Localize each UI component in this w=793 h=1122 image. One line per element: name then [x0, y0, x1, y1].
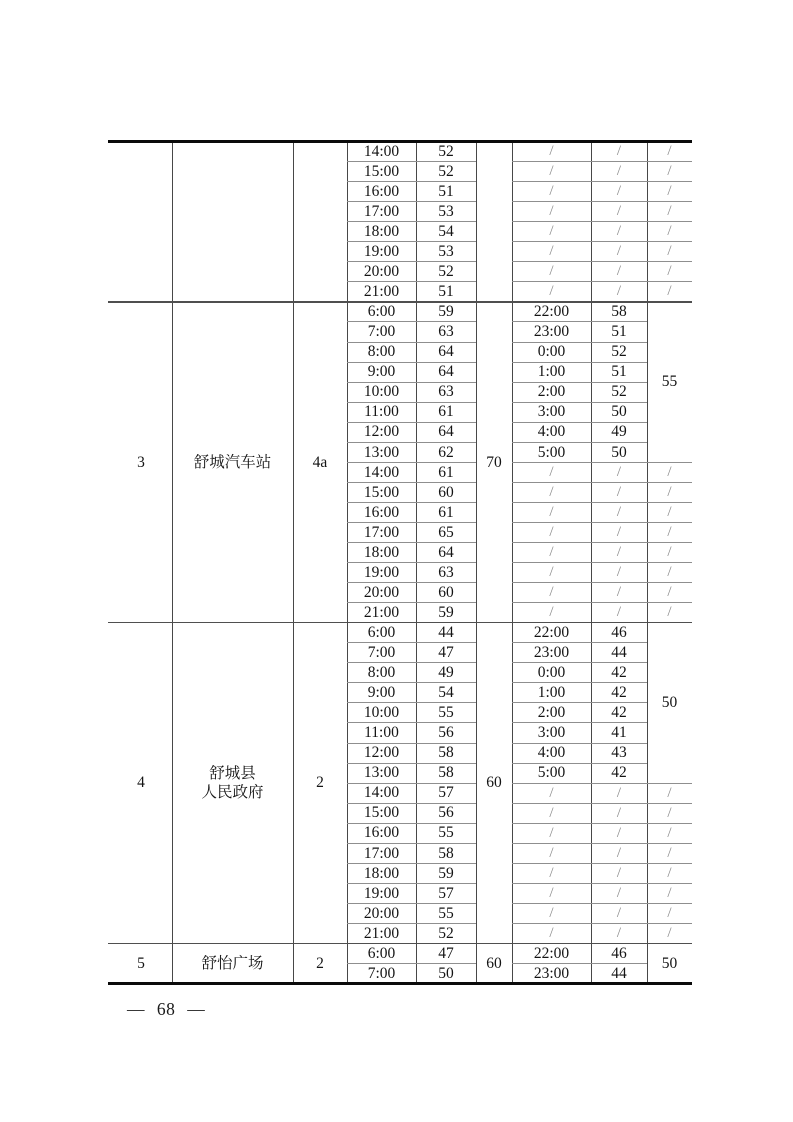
day-interval-cell: 64 [438, 363, 454, 381]
night-headway-slash-cell: / [667, 844, 672, 861]
day-interval-cell: 52 [438, 142, 454, 160]
station-name-cell [172, 623, 293, 944]
night-headway-slash-cell: / [667, 163, 672, 180]
night-time-slash-cell: / [549, 924, 554, 941]
night-headway-slash-cell: / [667, 784, 672, 801]
night-headway-slash-cell: / [667, 904, 672, 921]
night-headway-slash-cell: / [667, 463, 672, 480]
night-headway-slash-cell: / [667, 584, 672, 601]
day-interval-cell: 65 [438, 523, 454, 541]
day-interval-cell: 63 [438, 383, 454, 401]
day-interval-cell: 64 [438, 343, 454, 361]
day-headway-cell: 60 [486, 954, 502, 972]
day-time-cell: 6:00 [367, 944, 396, 962]
night-interval-slash-cell: / [616, 544, 622, 561]
night-interval-slash-cell: / [616, 584, 622, 601]
night-interval-slash-cell: / [616, 263, 622, 280]
day-time-cell: 9:00 [367, 684, 396, 702]
night-time-slash-cell: / [549, 584, 554, 601]
day-time-cell: 20:00 [363, 583, 400, 601]
night-interval-cell: 44 [611, 964, 627, 982]
page-number: — 68 — [127, 999, 206, 1019]
night-interval-cell: 43 [611, 744, 627, 762]
night-interval-slash-cell: / [616, 163, 622, 180]
night-headway-cell: 55 [661, 373, 678, 391]
night-time-slash-cell: / [549, 143, 554, 160]
day-interval-cell: 56 [438, 724, 454, 742]
night-interval-slash-cell: / [616, 824, 622, 841]
day-time-cell: 8:00 [367, 343, 396, 361]
night-interval-slash-cell: / [616, 463, 622, 480]
day-time-cell: 20:00 [363, 904, 400, 922]
night-interval-cell: 42 [611, 664, 627, 682]
day-time-cell: 11:00 [364, 403, 399, 421]
night-interval-slash-cell: / [616, 864, 622, 881]
night-interval-cell: 46 [611, 944, 627, 962]
night-time-slash-cell: / [549, 263, 554, 280]
night-headway-slash-cell: / [667, 223, 672, 240]
night-time-cell: 5:00 [537, 764, 566, 782]
station-name-line: 舒城县 [209, 765, 256, 783]
day-time-cell: 17:00 [363, 844, 400, 862]
night-interval-cell: 42 [611, 684, 627, 702]
night-interval-slash-cell: / [616, 183, 622, 200]
night-interval-slash-cell: / [616, 804, 622, 821]
night-time-slash-cell: / [549, 183, 554, 200]
night-interval-cell: 50 [611, 403, 627, 421]
night-interval-cell: 52 [611, 383, 627, 401]
day-interval-cell: 63 [438, 563, 454, 581]
day-time-cell: 21:00 [363, 603, 400, 621]
night-headway-slash-cell: / [667, 283, 672, 300]
day-interval-cell: 63 [438, 323, 454, 341]
night-time-cell: 23:00 [533, 323, 570, 341]
day-interval-cell: 54 [438, 222, 454, 240]
night-time-cell: 5:00 [537, 443, 566, 461]
night-time-slash-cell: / [549, 784, 554, 801]
day-time-cell: 15:00 [363, 804, 400, 822]
day-interval-cell: 64 [438, 423, 454, 441]
day-time-cell: 9:00 [367, 363, 396, 381]
night-headway-slash-cell: / [667, 263, 672, 280]
night-headway-slash-cell: / [667, 143, 672, 160]
day-time-cell: 8:00 [367, 664, 396, 682]
night-headway-slash-cell: / [667, 864, 672, 881]
day-time-cell: 20:00 [363, 263, 400, 281]
day-time-cell: 14:00 [363, 463, 400, 481]
day-time-cell: 14:00 [363, 784, 400, 802]
night-interval-slash-cell: / [616, 924, 622, 941]
day-time-cell: 19:00 [363, 884, 400, 902]
night-interval-slash-cell: / [616, 243, 622, 260]
day-time-cell: 18:00 [363, 222, 400, 240]
night-time-slash-cell: / [549, 544, 554, 561]
night-headway-slash-cell: / [667, 824, 672, 841]
night-interval-slash-cell: / [616, 844, 622, 861]
night-time-cell: 23:00 [533, 644, 570, 662]
day-interval-cell: 58 [438, 844, 454, 862]
night-headway-slash-cell: / [667, 503, 672, 520]
day-time-cell: 10:00 [363, 383, 400, 401]
night-time-slash-cell: / [549, 523, 554, 540]
night-time-cell: 2:00 [537, 704, 566, 722]
station-name-cell [172, 302, 293, 623]
day-interval-cell: 52 [438, 263, 454, 281]
night-headway-cell: 50 [661, 694, 678, 712]
day-time-cell: 17:00 [363, 523, 400, 541]
day-interval-cell: 44 [438, 623, 454, 641]
night-headway-slash-cell: / [667, 804, 672, 821]
line-number-cell: 2 [316, 774, 324, 792]
night-time-cell: 0:00 [537, 664, 566, 682]
day-interval-cell: 47 [438, 644, 454, 662]
night-time-slash-cell: / [549, 503, 554, 520]
night-interval-cell: 58 [611, 303, 627, 321]
night-interval-slash-cell: / [616, 203, 622, 220]
night-time-slash-cell: / [549, 564, 554, 581]
night-headway-slash-cell: / [667, 243, 672, 260]
day-interval-cell: 58 [438, 764, 454, 782]
night-interval-slash-cell: / [616, 483, 622, 500]
day-interval-cell: 61 [438, 503, 454, 521]
night-headway-slash-cell: / [667, 884, 672, 901]
day-interval-cell: 52 [438, 162, 454, 180]
night-headway-slash-cell: / [667, 203, 672, 220]
day-time-cell: 21:00 [363, 283, 400, 301]
station-name-line: 舒怡广场 [201, 955, 264, 973]
night-interval-slash-cell: / [616, 784, 622, 801]
line-number-cell: 4a [312, 453, 328, 471]
day-time-cell: 19:00 [363, 243, 400, 261]
day-time-cell: 16:00 [363, 503, 400, 521]
night-interval-slash-cell: / [616, 884, 622, 901]
night-time-cell: 4:00 [537, 744, 566, 762]
day-time-cell: 16:00 [363, 182, 400, 200]
day-time-cell: 13:00 [363, 764, 400, 782]
night-interval-slash-cell: / [616, 223, 622, 240]
night-time-slash-cell: / [549, 483, 554, 500]
row-index-cell: 3 [137, 453, 145, 471]
night-time-slash-cell: / [549, 844, 554, 861]
day-headway-cell: 70 [486, 453, 502, 471]
day-interval-cell: 50 [438, 964, 454, 982]
day-time-cell: 10:00 [363, 704, 400, 722]
night-interval-cell: 50 [611, 443, 627, 461]
night-time-slash-cell: / [549, 243, 554, 260]
night-headway-cell: 50 [661, 954, 678, 972]
day-time-cell: 7:00 [367, 964, 396, 982]
night-interval-cell: 51 [611, 363, 627, 381]
day-time-cell: 12:00 [363, 744, 400, 762]
day-time-cell: 15:00 [363, 483, 400, 501]
night-headway-slash-cell: / [667, 544, 672, 561]
day-interval-cell: 59 [438, 864, 454, 882]
day-interval-cell: 49 [438, 664, 454, 682]
day-interval-cell: 62 [438, 443, 454, 461]
night-time-slash-cell: / [549, 463, 554, 480]
day-interval-cell: 64 [438, 543, 454, 561]
day-interval-cell: 47 [438, 944, 454, 962]
night-headway-slash-cell: / [667, 924, 672, 941]
night-interval-cell: 41 [611, 724, 627, 742]
day-time-cell: 11:00 [364, 724, 399, 742]
day-time-cell: 7:00 [367, 644, 396, 662]
day-interval-cell: 54 [438, 684, 454, 702]
day-interval-cell: 57 [438, 784, 454, 802]
day-time-cell: 12:00 [363, 423, 400, 441]
night-time-slash-cell: / [549, 884, 554, 901]
day-interval-cell: 59 [438, 603, 454, 621]
night-interval-cell: 46 [611, 623, 627, 641]
night-time-slash-cell: / [549, 604, 554, 621]
night-interval-slash-cell: / [616, 523, 622, 540]
night-interval-slash-cell: / [616, 143, 622, 160]
night-interval-slash-cell: / [616, 503, 622, 520]
night-headway-slash-cell: / [667, 523, 672, 540]
day-interval-cell: 56 [438, 804, 454, 822]
night-time-slash-cell: / [549, 163, 554, 180]
day-interval-cell: 61 [438, 403, 454, 421]
day-interval-cell: 51 [438, 182, 454, 200]
night-interval-slash-cell: / [616, 904, 622, 921]
station-name-line: 舒城汽车站 [193, 453, 272, 471]
night-interval-cell: 42 [611, 704, 627, 722]
night-time-cell: 1:00 [537, 363, 566, 381]
day-time-cell: 17:00 [363, 202, 400, 220]
night-time-slash-cell: / [549, 824, 554, 841]
day-time-cell: 18:00 [363, 543, 400, 561]
night-time-slash-cell: / [549, 864, 554, 881]
day-time-cell: 6:00 [367, 623, 396, 641]
night-time-cell: 22:00 [533, 303, 570, 321]
day-time-cell: 14:00 [363, 142, 400, 160]
day-interval-cell: 55 [438, 824, 454, 842]
line-number-cell: 2 [316, 954, 324, 972]
night-interval-slash-cell: / [616, 283, 622, 300]
night-headway-slash-cell: / [667, 483, 672, 500]
day-interval-cell: 53 [438, 202, 454, 220]
night-time-slash-cell: / [549, 203, 554, 220]
night-interval-cell: 44 [611, 644, 627, 662]
day-time-cell: 15:00 [363, 162, 400, 180]
night-time-cell: 0:00 [537, 343, 566, 361]
night-interval-slash-cell: / [616, 564, 622, 581]
night-interval-cell: 42 [611, 764, 627, 782]
day-interval-cell: 55 [438, 704, 454, 722]
row-index-cell: 5 [137, 954, 145, 972]
night-time-slash-cell: / [549, 904, 554, 921]
day-time-cell: 6:00 [367, 303, 396, 321]
day-interval-cell: 53 [438, 243, 454, 261]
day-time-cell: 21:00 [363, 924, 400, 942]
night-time-cell: 3:00 [537, 724, 566, 742]
night-interval-cell: 49 [611, 423, 627, 441]
row-index-cell: 4 [137, 774, 145, 792]
day-interval-cell: 60 [438, 583, 454, 601]
station-name-line: 人民政府 [201, 784, 264, 802]
day-interval-cell: 55 [438, 904, 454, 922]
station-name-cell [172, 944, 293, 984]
night-time-cell: 1:00 [537, 684, 566, 702]
day-interval-cell: 58 [438, 744, 454, 762]
day-interval-cell: 52 [438, 924, 454, 942]
day-interval-cell: 57 [438, 884, 454, 902]
night-time-cell: 22:00 [533, 623, 570, 641]
day-headway-cell: 60 [486, 774, 502, 792]
night-interval-cell: 52 [611, 343, 627, 361]
day-time-cell: 16:00 [363, 824, 400, 842]
night-time-cell: 3:00 [537, 403, 566, 421]
night-headway-slash-cell: / [667, 183, 672, 200]
day-time-cell: 18:00 [363, 864, 400, 882]
night-time-cell: 22:00 [533, 944, 570, 962]
day-time-cell: 13:00 [363, 443, 400, 461]
day-time-cell: 7:00 [367, 323, 396, 341]
day-interval-cell: 60 [438, 483, 454, 501]
day-interval-cell: 61 [438, 463, 454, 481]
night-time-cell: 2:00 [537, 383, 566, 401]
night-interval-slash-cell: / [616, 604, 622, 621]
night-time-cell: 23:00 [533, 964, 570, 982]
night-headway-slash-cell: / [667, 604, 672, 621]
night-time-slash-cell: / [549, 223, 554, 240]
night-time-cell: 4:00 [537, 423, 566, 441]
day-interval-cell: 51 [438, 283, 454, 301]
day-time-cell: 19:00 [363, 563, 400, 581]
night-interval-cell: 51 [611, 323, 627, 341]
day-interval-cell: 59 [438, 303, 454, 321]
night-time-slash-cell: / [549, 283, 554, 300]
night-time-slash-cell: / [549, 804, 554, 821]
night-headway-slash-cell: / [667, 564, 672, 581]
